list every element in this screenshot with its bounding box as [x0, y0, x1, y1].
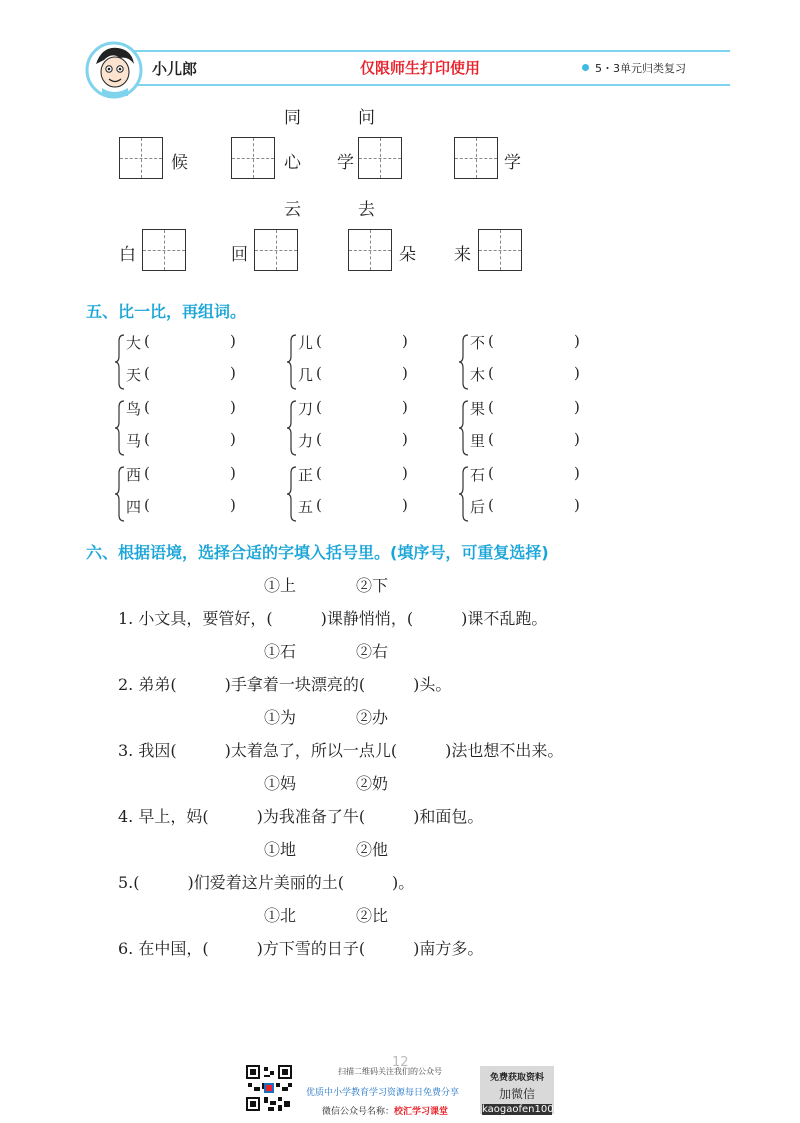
compare-char: 鸟 [126, 400, 142, 418]
answer-blank[interactable] [500, 496, 570, 516]
answer-paren-open: ( [144, 398, 150, 416]
answer-blank[interactable] [156, 332, 226, 352]
option-a: ①为 [264, 708, 297, 727]
answer-blank[interactable] [328, 332, 398, 352]
compare-char: 几 [298, 366, 314, 384]
compare-char: 里 [470, 432, 486, 450]
compare-char: 后 [470, 498, 486, 516]
page-number: 12 [392, 1055, 409, 1070]
writing-grid-box[interactable] [142, 229, 186, 271]
answer-blank[interactable] [328, 364, 398, 384]
answer-paren-close: ) [402, 430, 408, 448]
answer-paren-open: ( [488, 332, 494, 350]
writing-grid-box[interactable] [348, 229, 392, 271]
answer-blank[interactable] [328, 496, 398, 516]
question-sentence: 4. 早上，妈( )为我准备了牛( )和面包。 [118, 807, 484, 826]
print-notice: 仅限师生打印使用 [359, 59, 480, 77]
grid-char: 学 [337, 153, 354, 173]
compare-char: 西 [126, 466, 142, 484]
option-a: ①石 [264, 642, 297, 661]
answer-paren-close: ) [230, 398, 236, 416]
option-a: ①北 [264, 906, 297, 925]
compare-char: 刀 [298, 400, 314, 418]
question-sentence: 2. 弟弟( )手拿着一块漂亮的( )头。 [118, 675, 452, 694]
answer-blank[interactable] [500, 364, 570, 384]
option-b: ②右 [356, 642, 389, 661]
answer-blank[interactable] [500, 398, 570, 418]
wechat-box-line2: 加微信 [498, 1087, 535, 1101]
answer-paren-open: ( [144, 430, 150, 448]
bullet-dot-icon [582, 64, 589, 71]
compare-char: 儿 [298, 334, 314, 352]
answer-blank[interactable] [328, 398, 398, 418]
compare-char: 四 [126, 498, 142, 516]
wechat-id: kaogaofen100 [482, 1104, 554, 1115]
option-b: ②办 [356, 708, 389, 727]
header-line-top [130, 50, 730, 52]
compare-char: 马 [126, 432, 142, 450]
answer-paren-open: ( [488, 496, 494, 514]
cartoon-boy-logo-icon [84, 40, 144, 100]
option-b: ②奶 [356, 774, 389, 793]
answer-blank[interactable] [156, 430, 226, 450]
answer-paren-open: ( [316, 364, 322, 382]
answer-paren-close: ) [574, 496, 580, 514]
account-line [322, 1104, 448, 1117]
answer-paren-close: ) [574, 364, 580, 382]
answer-blank[interactable] [328, 464, 398, 484]
answer-paren-close: ) [402, 464, 408, 482]
answer-paren-close: ) [230, 430, 236, 448]
answer-paren-close: ) [574, 464, 580, 482]
question-sentence: 5.( )们爱着这片美丽的土( )。 [118, 873, 415, 892]
grid-char: 白 [119, 245, 136, 265]
grid-char: 回 [231, 245, 248, 265]
answer-paren-close: ) [230, 364, 236, 382]
option-b: ②下 [356, 576, 389, 595]
compare-char: 大 [126, 334, 142, 352]
answer-paren-open: ( [144, 332, 150, 350]
answer-blank[interactable] [156, 496, 226, 516]
answer-blank[interactable] [156, 464, 226, 484]
answer-paren-open: ( [488, 398, 494, 416]
answer-paren-close: ) [230, 332, 236, 350]
answer-blank[interactable] [500, 332, 570, 352]
qr-code-icon [244, 1063, 294, 1113]
answer-paren-open: ( [144, 496, 150, 514]
answer-paren-close: ) [574, 398, 580, 416]
compare-char: 力 [298, 432, 314, 450]
writing-grid-box[interactable] [254, 229, 298, 271]
answer-paren-close: ) [230, 496, 236, 514]
account-name: 校汇学习课堂 [394, 1107, 449, 1117]
answer-blank[interactable] [500, 464, 570, 484]
option-b: ②比 [356, 906, 389, 925]
unit-text: 5・3单元归类复习 [595, 62, 686, 75]
answer-paren-open: ( [488, 430, 494, 448]
grid-char: 来 [454, 245, 471, 265]
answer-paren-close: ) [230, 464, 236, 482]
compare-char: 五 [298, 498, 314, 516]
hint-char: 同 [284, 108, 301, 128]
brand-name: 小儿郎 [152, 60, 198, 78]
answer-blank[interactable] [156, 398, 226, 418]
compare-char: 木 [470, 366, 486, 384]
section-five-title: 五、比一比，再组词。 [86, 302, 247, 321]
answer-paren-open: ( [316, 496, 322, 514]
option-b: ②他 [356, 840, 389, 859]
writing-grid-box[interactable] [358, 137, 402, 179]
header-line-bottom [130, 84, 730, 86]
option-a: ①地 [264, 840, 297, 859]
account-label: 微信公众号名称： [322, 1107, 395, 1117]
hint-char: 去 [358, 200, 375, 220]
answer-paren-close: ) [402, 496, 408, 514]
question-sentence: 6. 在中国，( )方下雪的日子( )南方多。 [118, 939, 484, 958]
answer-paren-open: ( [488, 464, 494, 482]
wechat-box-line1: 免费获取资料 [489, 1073, 544, 1083]
writing-grid-box[interactable] [119, 137, 163, 179]
answer-paren-close: ) [402, 398, 408, 416]
answer-paren-open: ( [144, 464, 150, 482]
answer-paren-open: ( [316, 398, 322, 416]
answer-paren-close: ) [402, 364, 408, 382]
answer-blank[interactable] [328, 430, 398, 450]
share-text: 优质中小学教育学习资源每日免费分享 [306, 1088, 460, 1098]
writing-grid-box[interactable] [478, 229, 522, 271]
compare-char: 石 [470, 466, 486, 484]
scan-text: 扫描二维码关注我们的公众号 [338, 1067, 442, 1076]
section-six-title: 六、根据语境，选择合适的字填入括号里。(填序号，可重复选择) [86, 543, 549, 562]
grid-char: 候 [171, 153, 188, 173]
wechat-box [480, 1066, 554, 1114]
answer-paren-close: ) [574, 332, 580, 350]
compare-char: 正 [298, 466, 314, 484]
writing-grid-box[interactable] [231, 137, 275, 179]
answer-paren-open: ( [316, 464, 322, 482]
compare-char: 天 [126, 366, 142, 384]
compare-char: 不 [470, 334, 486, 352]
option-a: ①上 [264, 576, 297, 595]
question-sentence: 3. 我因( )太着急了，所以一点儿( )法也想不出来。 [118, 741, 564, 760]
hint-char: 云 [284, 200, 301, 220]
grid-char: 学 [504, 153, 521, 173]
answer-blank[interactable] [500, 430, 570, 450]
writing-grid-box[interactable] [454, 137, 498, 179]
grid-char: 心 [284, 153, 301, 173]
grid-char: 朵 [399, 245, 416, 265]
question-sentence: 1. 小文具，要管好，( )课静悄悄，( )课不乱跑。 [118, 609, 548, 628]
answer-paren-open: ( [316, 430, 322, 448]
answer-paren-open: ( [316, 332, 322, 350]
answer-paren-close: ) [574, 430, 580, 448]
answer-paren-open: ( [488, 364, 494, 382]
unit-label [582, 60, 686, 76]
compare-char: 果 [470, 400, 486, 418]
answer-blank[interactable] [156, 364, 226, 384]
option-a: ①妈 [264, 774, 297, 793]
hint-char: 问 [358, 108, 375, 128]
answer-paren-close: ) [402, 332, 408, 350]
answer-paren-open: ( [144, 364, 150, 382]
